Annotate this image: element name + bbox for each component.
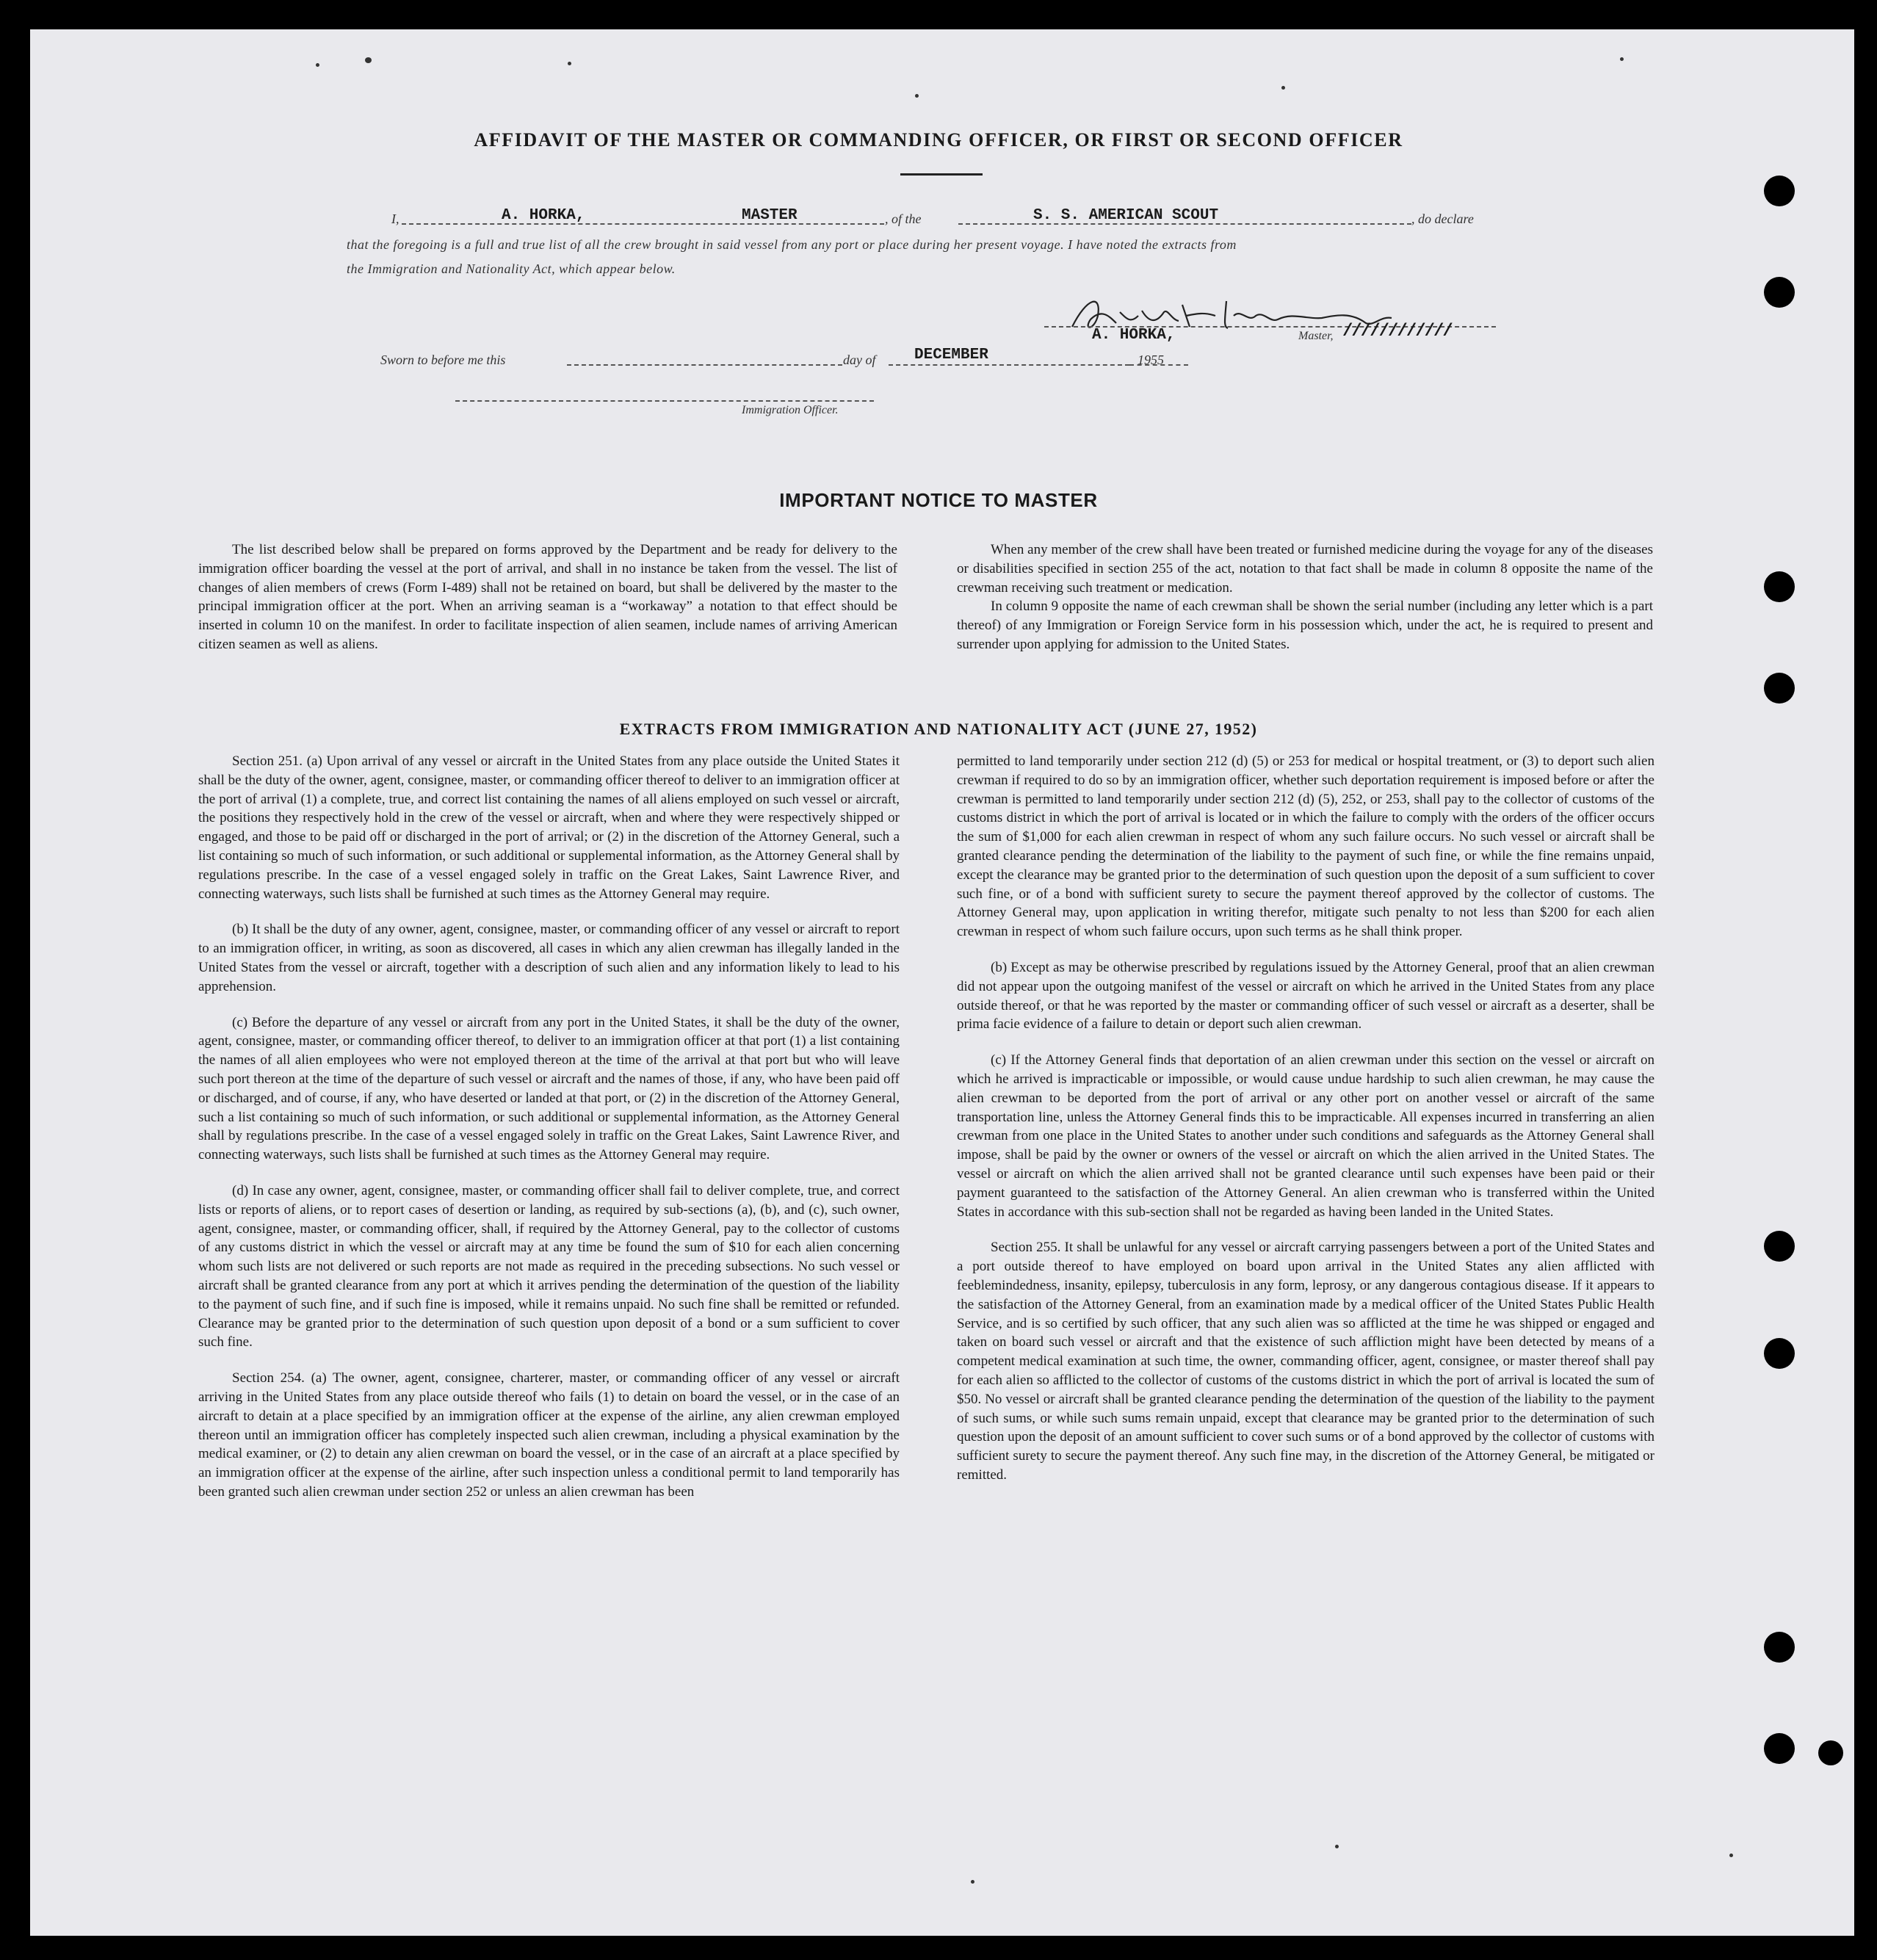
notice-right-column (957, 540, 1653, 654)
punch-hole-9 (1818, 1740, 1843, 1765)
signed-name: A. HORKA, (1092, 327, 1176, 344)
year-field: 1955 (1138, 352, 1164, 367)
affidavit-title: AFFIDAVIT OF THE MASTER OR COMMANDING OFFICER, OR FIRST OR SECOND OFFICER (474, 129, 1403, 151)
day-of-label: day of (843, 352, 876, 367)
section-254-a: Section 254. (a) The owner, agent, consignee, charterer, master, or commanding officer of any vessel or aircraft arriving in the United States from any place outside thereof who fails (1) to detain on board the vessel, or in the case of an aircraft to detain at a place specified by an immigration officer at the expense of the airline, any alien crewman employed thereon until an immigration officer has completely inspected such alien crewman, including a physical examination by the medical examiner, or (2) to detain any alien crewman on board the vessel, or in the case of an aircraft at a place specified by an immigration officer at the expense of the airline, after such inspection unless a conditional permit to land temporarily has been granted such alien crewman under section 252 or unless an alien crewman has been (198, 1370, 900, 1500)
notice-right-paragraph-2: In column 9 opposite the name of each crewman shall be shown the serial number (including any letter which is a part thereof) of any Immigration or Foreign Service form in his possession which, under the act, he is required to present and surrender upon applying for admission to the United States. (957, 599, 1653, 652)
pre-name-label: I, (391, 211, 399, 226)
speck (971, 1880, 974, 1884)
speck (1620, 57, 1624, 61)
punch-hole-3 (1764, 571, 1795, 602)
sworn-label: Sworn to before me this (380, 352, 506, 367)
extracts-right-column (957, 752, 1654, 1485)
of-the-label: , of the (885, 211, 922, 226)
speck (1729, 1854, 1733, 1857)
struck-text: //////////// (1342, 322, 1452, 341)
punch-hole-6 (1764, 1338, 1795, 1369)
notice-left-paragraph: The list described below shall be prepared on forms approved by the Department and be ready for delivery to the immigration officer boarding the vessel at the port of arrival, and shall in no instance be taken from the vessel. The list of changes of alien members of crews (Form I-489) shall not be retained on board, but shall be delivered by the master to the principal immigration officer at the port. When an arriving seaman is a “workaway” a notation to that effect should be inserted in column 10 on the manifest. In order to facilitate inspection of alien seamen, include names of arriving American citizen seamen as well as aliens. (198, 542, 897, 652)
punch-hole-1 (1764, 176, 1795, 206)
sworn-day-line (567, 364, 842, 366)
section-255: Section 255. It shall be unlawful for any vessel or aircraft carrying passengers between a port of the United States and a port outside thereof to have employed on board upon arrival in the United States any alien afflicted with feeblemindedness, insanity, epilepsy, tuberculosis in any form, leprosy, or any dangerous contagious disease. If it appears to the satisfaction of the Attorney General, from an examination made by a medical officer of the United States Public Health Service, and is so certified by such officer, that any such alien was so afflicted at the time he was shipped or engaged and taken on board such vessel or aircraft and that the existence of such affliction might have been detected by means of a competent medical examination at such time, the owner, commanding officer, agent, consignee, or master thereof shall pay for each alien so afflicted to the collector of customs of the customs district in which the port of arrival is located the sum of $50. No vessel or aircraft shall be granted clearance pending the determination of the question of the liability to the payment of such sums, or while such sums remain unpaid, except that clearance may be granted prior to the determination of such question upon the deposit of an amount sufficient to cover such sums or of a bond approved by the collector of customs with sufficient surety to secure the payment thereof. Any such fine may, in the discretion of the Attorney General, be mitigated or remitted. (957, 1240, 1654, 1483)
section-254-a-continued: permitted to land temporarily under section 212 (d) (5) or 253 for medical or hospital treatment, or (3) to deport such alien crewman if required to do so by an immigration officer, whether such deportation requirement is imposed before or after the crewman is permitted to land temporarily under section 212 (d) (5), 252, or 253, shall pay to the collector of customs of the customs district in which the port of arrival is located or in which the failure to comply with the orders of the officer occurs the sum of $1,000 for each alien crewman in respect of whom any such failure occurs. No such vessel or aircraft shall be granted clearance pending the determination of the liability to the payment of such fine, or while the fine remains unpaid, except the clearance may be granted prior to the determination of such question upon the deposit of a sum sufficient to cover such fine, or of a bond with sufficient surety to secure the payment thereof approved by the collector of customs. The Attorney General may, upon application in writing therefor, mitigate such penalty to not less than $200 for each alien crewman in respect of whom such failure occurs, upon such terms as he shall think proper. (957, 753, 1654, 940)
section-254-c: (c) If the Attorney General finds that deportation of an alien crewman under this section on the vessel or aircraft on which he arrived is impracticable or impossible, or would cause undue hardship to such alien crewman, he may cause the alien crewman to be deported from the port of arrival or any other port on another vessel or aircraft of the same transportation line, unless the Attorney General finds this to be impracticable. All expenses incurred in transferring an alien crewman from one place in the United States to another under such conditions and safeguards as the Attorney General shall impose, shall be paid by the owner or owners of the vessel or aircraft on which the alien arrived in the United States. The vessel or aircraft on which the alien arrived shall not be granted clearance until such expenses have been paid or their payment guaranteed to the satisfaction of the Attorney General. An alien crewman who is transferred within the United States in accordance with this sub-section shall not be regarded as having been landed in the United States. (957, 1052, 1654, 1220)
affidavit-line-2: that the foregoing is a full and true list of all the crew brought in said vessel from any port or place during her present voyage. I have noted the extracts from (347, 237, 1237, 252)
section-254-b: (b) Except as may be otherwise prescribed by regulations issued by the Attorney General, proof that an alien crewman did not appear upon the outgoing manifest of the vessel or aircraft on which he arrived in the United States from any place outside thereof, or that he was reported by the master or commanding officer of such vessel or aircraft as a deserter, shall be prima facie evidence of a failure to detain or deport such alien crewman. (957, 959, 1654, 1033)
officer-caption: Immigration Officer. (742, 404, 839, 416)
punch-hole-2 (1764, 277, 1795, 308)
master-name-field: A. HORKA, (502, 207, 585, 224)
vessel-field: S. S. AMERICAN SCOUT (1033, 207, 1219, 224)
punch-hole-4 (1764, 673, 1795, 704)
speck (915, 94, 919, 98)
speck (1335, 1845, 1339, 1848)
extracts-title: EXTRACTS FROM IMMIGRATION AND NATIONALITY ACT (JUNE 27, 1952) (619, 720, 1258, 738)
section-251-b: (b) It shall be the duty of any owner, agent, consignee, master, or commanding officer of any vessel or aircraft to report to an immigration officer, in writing, as soon as discovered, all cases in which any alien crewman has illegally landed in the United States from the vessel or aircraft, together with a description of such alien and any information likely to lead to his apprehension. (198, 922, 900, 994)
speck (365, 57, 372, 63)
section-251-d: (d) In case any owner, agent, consignee, master, or commanding officer shall fail to deliver complete, true, and correct lists or reports of aliens, or to report cases of desertion or landing, as required by sub-sections (a), (b), and (c), such owner, agent, consignee, master, or commanding officer, shall, if required by the Attorney General, pay to the collector of customs of any customs district in which the vessel or aircraft may at any time be found the sum of $10 for each alien concerning whom such lists are not delivered or such reports are not made as required in the preceding subsections. No such vessel or aircraft shall be granted clearance from any port at which it arrives pending the determination of the question of the liability to the payment of such fine, and if such fine is imposed, while it remains unpaid. No such fine shall be remitted or refunded. Clearance may be granted prior to the determination of such question upon deposit of a bond or a sum sufficient to cover such fine. (198, 1182, 900, 1350)
section-251-a: Section 251. (a) Upon arrival of any vessel or aircraft in the United States from any place outside the United States it shall be the duty of the owner, agent, consignee, master, or commanding officer thereof to deliver to an immigration officer at the port of arrival (1) a complete, true, and correct list containing the names of all aliens employed on such vessel or aircraft, the positions they respectively hold in the crew of the vessel or aircraft, when and where they were respectively shipped or engaged, and those to be paid off or discharged in the port of arrival; or (2) in the discretion of the Attorney General, such a list containing so much of such information, or such additional or supplemental information, as the Attorney General shall by regulations prescribe. In the case of a vessel engaged solely in traffic on the Great Lakes, Saint Lawrence River, and connecting waterways, such lists shall be furnished at such times as the Attorney General may require. (198, 753, 900, 902)
rank-field: MASTER (742, 207, 798, 224)
punch-hole-8 (1764, 1733, 1795, 1764)
officer-signature-line (455, 400, 874, 402)
notice-left-column (198, 540, 897, 654)
month-field: DECEMBER (914, 347, 988, 364)
do-declare-label: , do declare (1411, 211, 1474, 226)
punch-hole-7 (1764, 1632, 1795, 1663)
section-251-c: (c) Before the departure of any vessel or aircraft from any port in the United States, it shall be the duty of the owner, agent, consignee, master, or commanding officer thereof, to deliver to an immigration officer at that port (1) a list containing the names of all alien employees who were not employed thereon at the time of the arrival at that port but who will leave such port thereon at the time of the departure of such vessel or aircraft and the names of those, if any, who have been paid off or discharged, and of course, if any, who have deserted or landed at that port, or (2) in the discretion of the Attorney General, such a list containing so much of such information, or such additional or supplemental information, as the Attorney General shall by regulations prescribe. In the case of a vessel engaged solely in traffic on the Great Lakes, Saint Lawrence River, and connecting waterways, such lists shall be furnished at such times as the Attorney General may require. (198, 1014, 900, 1163)
notice-right-paragraph-1: When any member of the crew shall have been treated or furnished medicine during the voyage for any of the diseases or disabilities specified in section 255 of the act, notation to that fact shall be made in column 8 opposite the name of the crewman receiving such treatment or medication. (957, 542, 1653, 596)
notice-title: IMPORTANT NOTICE TO MASTER (779, 489, 1098, 511)
punch-hole-5 (1764, 1231, 1795, 1262)
speck (1281, 86, 1285, 90)
affidavit-line-3: the Immigration and Nationality Act, which appear below. (347, 261, 676, 276)
speck (316, 63, 319, 67)
extracts-left-column (198, 752, 900, 1502)
speck (568, 62, 571, 65)
master-caption: Master, (1298, 330, 1334, 342)
year-line (1129, 364, 1188, 366)
name-line (402, 223, 884, 225)
month-line (889, 364, 1129, 366)
title-rule (900, 173, 983, 176)
